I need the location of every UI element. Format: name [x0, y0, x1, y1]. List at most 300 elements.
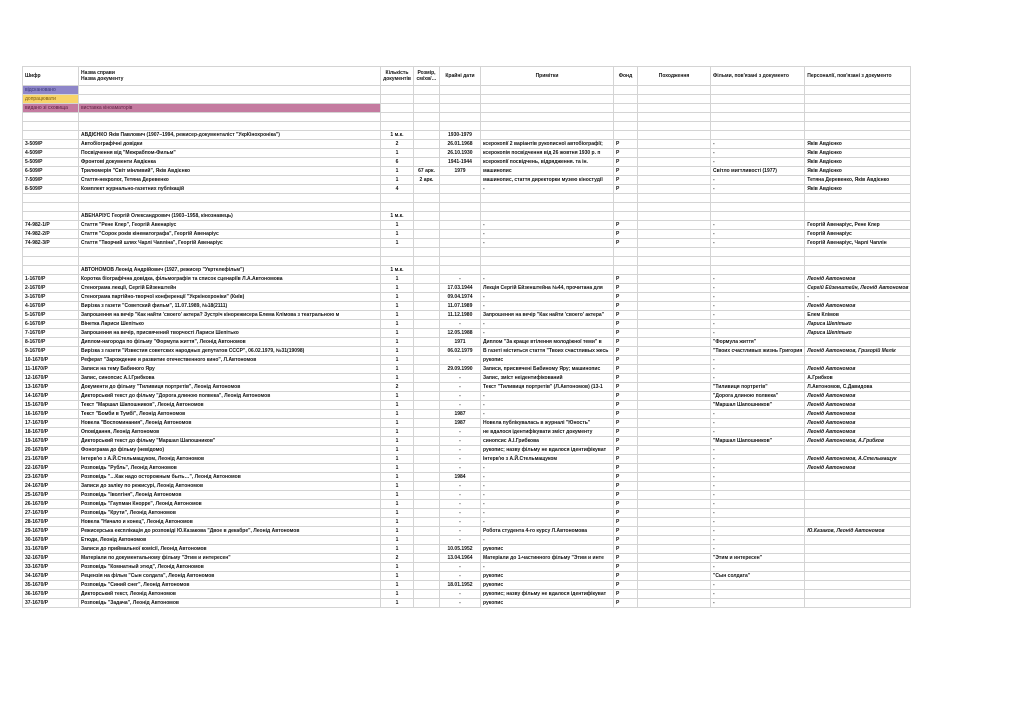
header-fond[interactable]: Фонд	[614, 67, 638, 86]
cell-size[interactable]	[414, 284, 440, 293]
empty-cell[interactable]	[481, 122, 614, 131]
table-row[interactable]	[23, 518, 911, 527]
cell-title[interactable]: Новела "Воспоминания", Леонід Автономов	[79, 419, 381, 428]
cell-count[interactable]: 1	[381, 572, 414, 581]
cell-persons[interactable]: Яків Авдієнко	[805, 185, 911, 194]
cell-origin[interactable]	[638, 176, 711, 185]
cell-dates[interactable]: -	[440, 374, 481, 383]
group-header-row[interactable]	[23, 266, 911, 275]
cell-fond[interactable]: Р	[614, 329, 638, 338]
cell-count[interactable]: 2	[381, 383, 414, 392]
group-title[interactable]: АВЕНАРІУС Георгій Олександрович (1903–1958, кінознавець)	[79, 212, 381, 221]
table-row[interactable]	[23, 509, 911, 518]
cell-dates[interactable]: -	[440, 563, 481, 572]
legend-label[interactable]: відскановано	[23, 86, 79, 95]
cell-code[interactable]: 28-1670/Р	[23, 518, 79, 527]
table-row[interactable]	[23, 293, 911, 302]
cell-films[interactable]: "Твоих счастливых жизнь Григория	[711, 347, 805, 356]
cell-persons[interactable]: Ю.Казаков, Леонід Автономов	[805, 527, 911, 536]
empty-cell[interactable]	[440, 203, 481, 212]
cell-size[interactable]	[414, 275, 440, 284]
cell-origin[interactable]	[638, 356, 711, 365]
table-row[interactable]	[23, 347, 911, 356]
cell-persons[interactable]	[805, 554, 911, 563]
cell-dates[interactable]	[440, 176, 481, 185]
cell-notes[interactable]: Інтерв'ю з А.Й.Стельмащуком	[481, 455, 614, 464]
cell-origin[interactable]	[638, 338, 711, 347]
empty-cell[interactable]	[79, 113, 381, 122]
cell-dates[interactable]: -	[440, 437, 481, 446]
table-row[interactable]	[23, 311, 911, 320]
cell-dates[interactable]: 17.03.1944	[440, 284, 481, 293]
cell-persons[interactable]	[805, 572, 911, 581]
cell-title[interactable]: Режисерська експлікація до розповіді Ю.Казакова "Двое в декабре", Леонід Автономов	[79, 527, 381, 536]
cell-count[interactable]: 4	[381, 185, 414, 194]
cell-fond[interactable]: Р	[614, 518, 638, 527]
cell-notes[interactable]: рукопис	[481, 356, 614, 365]
cell-dates[interactable]	[440, 185, 481, 194]
cell-dates[interactable]: -	[440, 446, 481, 455]
cell-dates[interactable]: -	[440, 599, 481, 608]
cell-origin[interactable]	[638, 536, 711, 545]
table-row[interactable]	[23, 356, 911, 365]
cell-notes[interactable]: -	[481, 473, 614, 482]
cell-origin[interactable]	[638, 509, 711, 518]
cell-fond[interactable]: Р	[614, 464, 638, 473]
cell-size[interactable]	[414, 149, 440, 158]
empty-cell[interactable]	[23, 194, 79, 203]
cell-fond[interactable]: Р	[614, 338, 638, 347]
empty-cell[interactable]	[481, 131, 614, 140]
cell-films[interactable]: -	[711, 185, 805, 194]
empty-cell[interactable]	[381, 194, 414, 203]
cell-films[interactable]: -	[711, 536, 805, 545]
cell-persons[interactable]: Леонід Автономов, А.Стельмащук	[805, 455, 911, 464]
cell-title[interactable]: Рецензія на фільм "Сын солдата", Леонід Автономов	[79, 572, 381, 581]
cell-code[interactable]: 35-1670/Р	[23, 581, 79, 590]
cell-origin[interactable]	[638, 275, 711, 284]
cell-title[interactable]: Розповідь "Комнатный этюд", Леонід Автономов	[79, 563, 381, 572]
cell-title[interactable]: Розповідь "Іволгіня", Леонід Автономов	[79, 491, 381, 500]
empty-cell[interactable]	[711, 212, 805, 221]
empty-cell[interactable]	[638, 104, 711, 113]
cell-title[interactable]: Стенограма партійно-творчої конференції "Укркінохроніки" (Київ)	[79, 293, 381, 302]
cell-size[interactable]	[414, 140, 440, 149]
cell-code[interactable]: 29-1670/Р	[23, 527, 79, 536]
cell-code[interactable]: 8-509/Р	[23, 185, 79, 194]
cell-title[interactable]: Диплом-нагорода по фільму "Формула життя", Леонід Автономов	[79, 338, 381, 347]
cell-films[interactable]: -	[711, 446, 805, 455]
cell-code[interactable]: 25-1670/Р	[23, 491, 79, 500]
cell-count[interactable]: 1	[381, 230, 414, 239]
cell-films[interactable]: -	[711, 491, 805, 500]
cell-notes[interactable]: ксерокопія посвідчення від 26 жовтня 1930 р. п	[481, 149, 614, 158]
empty-cell[interactable]	[805, 113, 911, 122]
cell-code[interactable]: 19-1670/Р	[23, 437, 79, 446]
cell-fond[interactable]: Р	[614, 347, 638, 356]
cell-persons[interactable]	[805, 545, 911, 554]
cell-origin[interactable]	[638, 491, 711, 500]
cell-code[interactable]: 30-1670/Р	[23, 536, 79, 545]
cell-notes[interactable]: рукопис; назву фільму не вдалося ідентифікуват	[481, 590, 614, 599]
table-row[interactable]	[23, 563, 911, 572]
cell-fond[interactable]: Р	[614, 185, 638, 194]
cell-notes[interactable]: Робота студента 4-го курсу Л.Автономова	[481, 527, 614, 536]
cell-notes[interactable]: Матеріали до 1-частинного фільму "Этим и инте	[481, 554, 614, 563]
cell-code[interactable]: 7-1670/Р	[23, 329, 79, 338]
cell-count[interactable]: 1	[381, 446, 414, 455]
cell-persons[interactable]	[805, 338, 911, 347]
cell-notes[interactable]: -	[481, 239, 614, 248]
cell-origin[interactable]	[638, 545, 711, 554]
header-code[interactable]: Шифр	[23, 67, 79, 86]
cell-dates[interactable]: -	[440, 275, 481, 284]
empty-cell[interactable]	[614, 95, 638, 104]
cell-count[interactable]: 1	[381, 536, 414, 545]
cell-origin[interactable]	[638, 221, 711, 230]
cell-films[interactable]: -	[711, 302, 805, 311]
cell-persons[interactable]	[805, 599, 911, 608]
cell-count[interactable]: 1	[381, 518, 414, 527]
group-title[interactable]: АВТОНОМОВ Леонід Андрійович (1927, режисер "Укртелефільм")	[79, 266, 381, 275]
empty-cell[interactable]	[414, 257, 440, 266]
cell-fond[interactable]: Р	[614, 365, 638, 374]
cell-persons[interactable]	[805, 509, 911, 518]
cell-code[interactable]: 21-1670/Р	[23, 455, 79, 464]
cell-notes[interactable]: -	[481, 230, 614, 239]
cell-films[interactable]: -	[711, 374, 805, 383]
cell-origin[interactable]	[638, 284, 711, 293]
cell-dates[interactable]: 12.05.1988	[440, 329, 481, 338]
cell-dates[interactable]: -	[440, 500, 481, 509]
cell-dates[interactable]: -	[440, 527, 481, 536]
table-row[interactable]	[23, 239, 911, 248]
cell-notes[interactable]: Новела публікувалась в журналі "Юность"	[481, 419, 614, 428]
cell-code[interactable]: 74-982-2/Р	[23, 230, 79, 239]
cell-count[interactable]: 1	[381, 491, 414, 500]
cell-fond[interactable]: Р	[614, 455, 638, 464]
cell-title[interactable]: Розповідь "…Как надо осторожным быть…", Леонід Автономов	[79, 473, 381, 482]
cell-size[interactable]	[414, 437, 440, 446]
empty-cell[interactable]	[381, 104, 414, 113]
cell-size[interactable]	[414, 329, 440, 338]
header-dates[interactable]: Крайні дати	[440, 67, 481, 86]
group-header-row[interactable]	[23, 212, 911, 221]
cell-code[interactable]: 1-1670/Р	[23, 275, 79, 284]
cell-films[interactable]: -	[711, 464, 805, 473]
empty-cell[interactable]	[805, 194, 911, 203]
group-code[interactable]	[23, 266, 79, 275]
table-row[interactable]	[23, 428, 911, 437]
cell-title[interactable]: Фонограма до фільму (невідомо)	[79, 446, 381, 455]
cell-code[interactable]: 16-1670/Р	[23, 410, 79, 419]
table-row[interactable]	[23, 437, 911, 446]
cell-size[interactable]	[414, 518, 440, 527]
cell-title[interactable]: Новела "Начало и конец", Леонід Автономов	[79, 518, 381, 527]
cell-title[interactable]: Запрошення на вечір "Как найти 'своего' актера? Зустріч кінорежисера Елема Клімова з театральною м	[79, 311, 381, 320]
cell-films[interactable]: -	[711, 230, 805, 239]
cell-code[interactable]: 37-1670/Р	[23, 599, 79, 608]
cell-origin[interactable]	[638, 185, 711, 194]
cell-code[interactable]: 74-982-1/Р	[23, 221, 79, 230]
cell-size[interactable]	[414, 590, 440, 599]
empty-cell[interactable]	[711, 248, 805, 257]
cell-title[interactable]: Стаття "Сорок років кінематографа", Георгій Авенаріус	[79, 230, 381, 239]
cell-size[interactable]	[414, 419, 440, 428]
empty-cell[interactable]	[614, 194, 638, 203]
cell-notes[interactable]: рукопис	[481, 545, 614, 554]
cell-fond[interactable]: Р	[614, 302, 638, 311]
cell-code[interactable]: 6-1670/Р	[23, 320, 79, 329]
cell-title[interactable]: Матеріали по документальному фільму "Этим и интересен"	[79, 554, 381, 563]
cell-persons[interactable]: Георгій Авенаріус, Чарлі Чаплін	[805, 239, 911, 248]
cell-persons[interactable]: Леонід Автономов	[805, 275, 911, 284]
cell-code[interactable]: 8-1670/Р	[23, 338, 79, 347]
cell-origin[interactable]	[638, 329, 711, 338]
empty-cell[interactable]	[414, 194, 440, 203]
cell-persons[interactable]: Елем Клімов	[805, 311, 911, 320]
cell-title[interactable]: Інтерв'ю з А.Й.Стельмащуком, Леонід Автономов	[79, 455, 381, 464]
table-row[interactable]	[23, 473, 911, 482]
cell-fond[interactable]: Р	[614, 284, 638, 293]
cell-dates[interactable]: 11.07.1989	[440, 302, 481, 311]
cell-origin[interactable]	[638, 599, 711, 608]
table-row[interactable]	[23, 545, 911, 554]
cell-fond[interactable]: Р	[614, 509, 638, 518]
cell-origin[interactable]	[638, 527, 711, 536]
empty-cell[interactable]	[414, 113, 440, 122]
empty-cell[interactable]	[711, 194, 805, 203]
cell-fond[interactable]: Р	[614, 392, 638, 401]
group-title[interactable]: АВДІЄНКО Яків Павлович (1907–1994, режисер-документаліст "УкрКінохроніка")	[79, 131, 381, 140]
empty-cell[interactable]	[414, 104, 440, 113]
cell-size[interactable]	[414, 185, 440, 194]
cell-films[interactable]: "Маршал Шапошников"	[711, 401, 805, 410]
cell-title[interactable]: Вінетка Лариси Шепітько	[79, 320, 381, 329]
cell-count[interactable]: 6	[381, 158, 414, 167]
empty-cell[interactable]	[638, 95, 711, 104]
cell-persons[interactable]	[805, 563, 911, 572]
empty-cell[interactable]	[638, 86, 711, 95]
cell-count[interactable]: 1	[381, 428, 414, 437]
cell-origin[interactable]	[638, 239, 711, 248]
empty-cell[interactable]	[614, 131, 638, 140]
cell-code[interactable]: 13-1670/Р	[23, 383, 79, 392]
cell-persons[interactable]: А.Грибков	[805, 374, 911, 383]
cell-dates[interactable]: -	[440, 518, 481, 527]
cell-notes[interactable]: -	[481, 410, 614, 419]
cell-code[interactable]: 2-1670/Р	[23, 284, 79, 293]
cell-dates[interactable]: -	[440, 383, 481, 392]
cell-origin[interactable]	[638, 158, 711, 167]
group-code[interactable]	[23, 131, 79, 140]
cell-count[interactable]: 1	[381, 329, 414, 338]
table-row[interactable]	[23, 284, 911, 293]
cell-size[interactable]	[414, 302, 440, 311]
table-row[interactable]	[23, 338, 911, 347]
cell-title[interactable]: Записи на тему Бабиного Яру	[79, 365, 381, 374]
empty-cell[interactable]	[711, 95, 805, 104]
cell-size[interactable]	[414, 473, 440, 482]
cell-origin[interactable]	[638, 473, 711, 482]
cell-films[interactable]: -	[711, 590, 805, 599]
cell-count[interactable]: 1	[381, 311, 414, 320]
cell-origin[interactable]	[638, 365, 711, 374]
cell-size[interactable]	[414, 428, 440, 437]
empty-cell[interactable]	[638, 122, 711, 131]
cell-notes[interactable]: синопсис А.І.Грибкова	[481, 437, 614, 446]
cell-size[interactable]	[414, 410, 440, 419]
cell-size[interactable]	[414, 392, 440, 401]
empty-cell[interactable]	[638, 266, 711, 275]
legend-note[interactable]: виставка кіноаматорів	[79, 104, 381, 113]
empty-cell[interactable]	[614, 248, 638, 257]
cell-notes[interactable]: В газеті міститься стаття "Твоих счастливых жесь	[481, 347, 614, 356]
table-row[interactable]	[23, 185, 911, 194]
cell-code[interactable]: 24-1670/Р	[23, 482, 79, 491]
cell-size[interactable]	[414, 599, 440, 608]
empty-cell[interactable]	[614, 113, 638, 122]
header-size[interactable]: Розмір, см/хв/…	[414, 67, 440, 86]
cell-size[interactable]: 67 арк.	[414, 167, 440, 176]
cell-notes[interactable]: -	[481, 536, 614, 545]
cell-fond[interactable]: Р	[614, 320, 638, 329]
cell-films[interactable]: -	[711, 311, 805, 320]
cell-size[interactable]	[414, 356, 440, 365]
group-count[interactable]: 1 м.к.	[381, 266, 414, 275]
cell-persons[interactable]: Леонід Автономов, А.Грибков	[805, 437, 911, 446]
cell-films[interactable]: -	[711, 239, 805, 248]
cell-films[interactable]: -	[711, 320, 805, 329]
cell-notes[interactable]: Записи, присвячені Бабиному Яру; машинопис	[481, 365, 614, 374]
cell-size[interactable]	[414, 158, 440, 167]
empty-cell[interactable]	[440, 122, 481, 131]
cell-count[interactable]: 1	[381, 176, 414, 185]
cell-count[interactable]: 1	[381, 284, 414, 293]
empty-cell[interactable]	[805, 86, 911, 95]
cell-code[interactable]: 14-1670/Р	[23, 392, 79, 401]
cell-notes[interactable]: ксерокопії посвідчень, відрядження. та ін.	[481, 158, 614, 167]
empty-cell[interactable]	[638, 194, 711, 203]
empty-cell[interactable]	[481, 248, 614, 257]
group-size[interactable]	[414, 131, 440, 140]
cell-title[interactable]: Стаття "Творчий шлях Чарлі Чапліна", Георгій Авенаріус	[79, 239, 381, 248]
cell-dates[interactable]: 06.02.1979	[440, 347, 481, 356]
empty-cell[interactable]	[414, 248, 440, 257]
cell-size[interactable]	[414, 563, 440, 572]
cell-size[interactable]	[414, 500, 440, 509]
empty-cell[interactable]	[638, 257, 711, 266]
cell-count[interactable]: 1	[381, 275, 414, 284]
cell-code[interactable]: 26-1670/Р	[23, 500, 79, 509]
header-origin[interactable]: Походження	[638, 67, 711, 86]
cell-title[interactable]: Оповідання, Леонід Автономов	[79, 428, 381, 437]
cell-origin[interactable]	[638, 455, 711, 464]
cell-notes[interactable]: рукопис; назву фільму не вдалося ідентифікуват	[481, 446, 614, 455]
cell-code[interactable]: 34-1670/Р	[23, 572, 79, 581]
table-row[interactable]	[23, 536, 911, 545]
cell-notes[interactable]: рукопис	[481, 581, 614, 590]
empty-cell[interactable]	[23, 122, 79, 131]
empty-cell[interactable]	[23, 113, 79, 122]
cell-origin[interactable]	[638, 428, 711, 437]
cell-title[interactable]: Записи до заліку по режисурі, Леонід Автономов	[79, 482, 381, 491]
empty-cell[interactable]	[614, 212, 638, 221]
cell-code[interactable]: 6-509/Р	[23, 167, 79, 176]
cell-size[interactable]	[414, 446, 440, 455]
empty-cell[interactable]	[481, 257, 614, 266]
cell-origin[interactable]	[638, 167, 711, 176]
cell-fond[interactable]: Р	[614, 356, 638, 365]
cell-films[interactable]: -	[711, 518, 805, 527]
cell-dates[interactable]: 10.05.1952	[440, 545, 481, 554]
cell-notes[interactable]: Запрошення на вечір "Как найти 'своего' актера"	[481, 311, 614, 320]
cell-title[interactable]: Записи до приймальної комісії, Леонід Автономов	[79, 545, 381, 554]
cell-title[interactable]: Стенограма лекції, Сергій Ейзенштейн	[79, 284, 381, 293]
cell-persons[interactable]	[805, 446, 911, 455]
header-count[interactable]: Кількість документів	[381, 67, 414, 86]
cell-notes[interactable]: машинопис	[481, 167, 614, 176]
table-row[interactable]	[23, 302, 911, 311]
cell-notes[interactable]: -	[481, 491, 614, 500]
cell-title[interactable]: Розповідь "Рубль", Леонід Автономов	[79, 464, 381, 473]
cell-fond[interactable]: Р	[614, 419, 638, 428]
cell-persons[interactable]: Георгій Авенаріус	[805, 230, 911, 239]
cell-size[interactable]	[414, 338, 440, 347]
cell-fond[interactable]: Р	[614, 554, 638, 563]
cell-origin[interactable]	[638, 374, 711, 383]
cell-size[interactable]	[414, 320, 440, 329]
cell-notes[interactable]: Лекція Сергій Ейзенштейна №44, прочитана для	[481, 284, 614, 293]
cell-origin[interactable]	[638, 392, 711, 401]
cell-films[interactable]: -	[711, 284, 805, 293]
cell-dates[interactable]: -	[440, 320, 481, 329]
cell-films[interactable]: -	[711, 356, 805, 365]
cell-size[interactable]	[414, 401, 440, 410]
cell-persons[interactable]: Яків Авдієнко	[805, 158, 911, 167]
cell-dates[interactable]: -	[440, 464, 481, 473]
cell-fond[interactable]: Р	[614, 176, 638, 185]
cell-title[interactable]: Реферат "Зарождение и развитие отечественного кино", Л.Автономов	[79, 356, 381, 365]
empty-cell[interactable]	[638, 212, 711, 221]
empty-cell[interactable]	[440, 194, 481, 203]
cell-title[interactable]: Фронтові документи Авдієнка	[79, 158, 381, 167]
table-row[interactable]	[23, 455, 911, 464]
empty-cell[interactable]	[381, 203, 414, 212]
cell-notes[interactable]: Запис, зміст неідентифікований	[481, 374, 614, 383]
cell-fond[interactable]: Р	[614, 311, 638, 320]
cell-films[interactable]: "Формула життя"	[711, 338, 805, 347]
cell-origin[interactable]	[638, 230, 711, 239]
cell-films[interactable]: -	[711, 482, 805, 491]
cell-persons[interactable]: Леонід Автономов	[805, 419, 911, 428]
cell-dates[interactable]: -	[440, 428, 481, 437]
cell-size[interactable]	[414, 545, 440, 554]
cell-films[interactable]: -	[711, 329, 805, 338]
cell-origin[interactable]	[638, 149, 711, 158]
cell-persons[interactable]: Георгій Авенаріус, Рене Клер	[805, 221, 911, 230]
cell-title[interactable]: Розповідь "Задача", Леонід Автономов	[79, 599, 381, 608]
cell-fond[interactable]: Р	[614, 536, 638, 545]
cell-title[interactable]: Розповідь "Гаупман Кнорре", Леонід Автономов	[79, 500, 381, 509]
empty-cell[interactable]	[805, 203, 911, 212]
cell-films[interactable]: -	[711, 275, 805, 284]
cell-films[interactable]: -	[711, 158, 805, 167]
empty-cell[interactable]	[79, 203, 381, 212]
empty-cell[interactable]	[711, 122, 805, 131]
cell-films[interactable]: -	[711, 140, 805, 149]
cell-notes[interactable]: -	[481, 302, 614, 311]
